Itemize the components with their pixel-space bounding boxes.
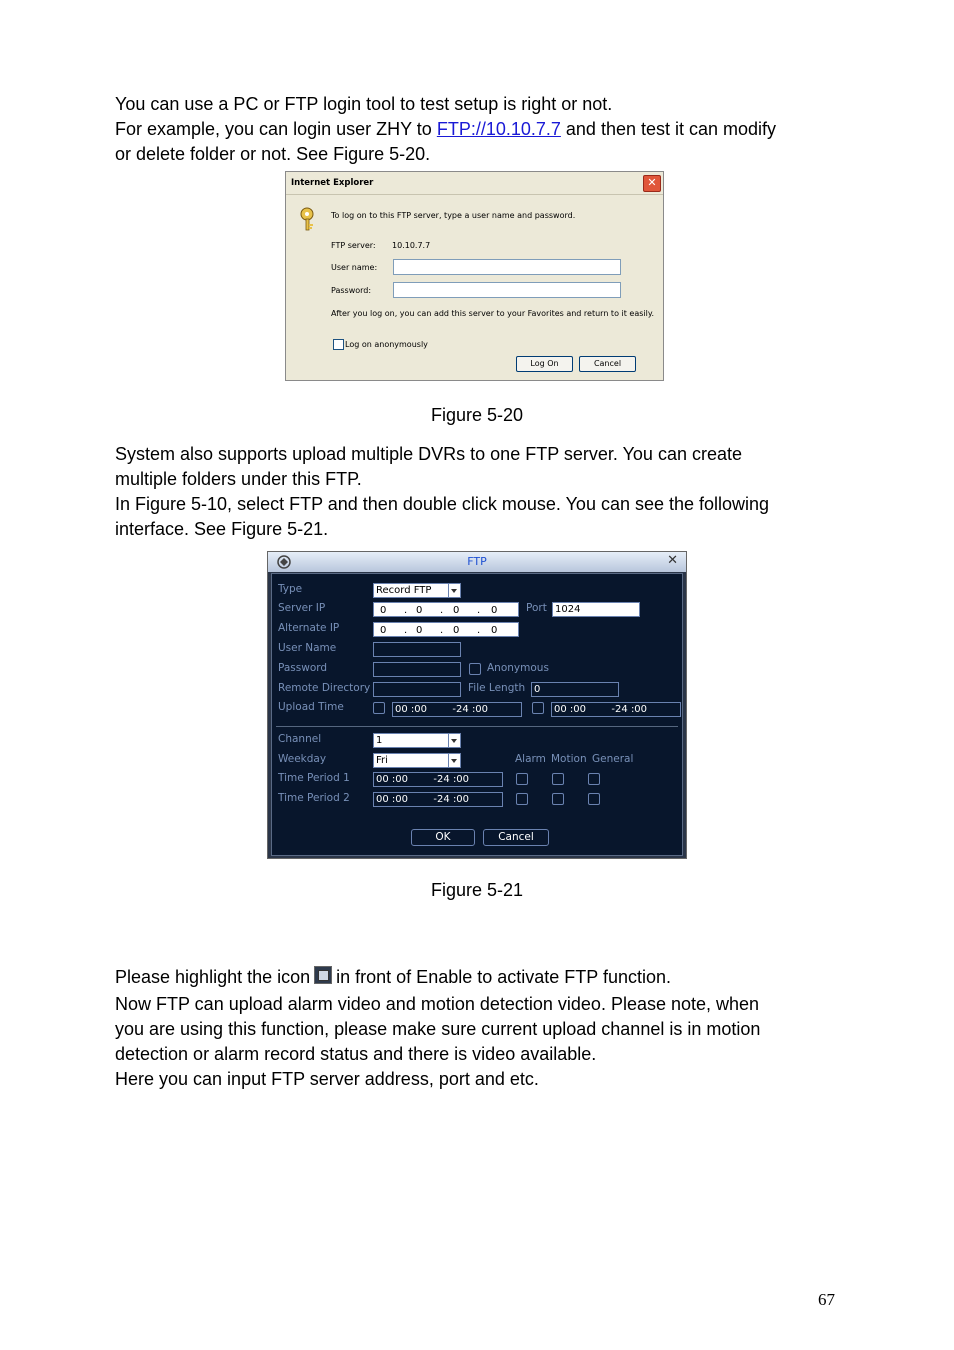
intro-line-3: or delete folder or not. See Figure 5-20. [115, 144, 431, 164]
ftp-title: FTP [467, 555, 487, 568]
period-2-general-checkbox[interactable] [588, 793, 600, 805]
middle-paragraph [115, 442, 845, 542]
general-column-label: General [592, 753, 634, 765]
channel-label: Channel [278, 733, 322, 745]
closing-line-1 [115, 965, 845, 990]
ie-dialog-body [288, 196, 661, 378]
closing-paragraph [115, 965, 845, 1092]
ftp-settings-window [267, 551, 687, 859]
upload-time-1-checkbox[interactable] [373, 702, 385, 714]
user-name-input[interactable] [373, 642, 461, 657]
port-label: Port [526, 602, 547, 614]
anonymous-checkbox[interactable] [333, 339, 344, 350]
server-ip-octet-2: 0 [416, 605, 423, 616]
intro-line-2-start: For example, you can login user ZHY to [115, 119, 437, 139]
period-2-motion-checkbox[interactable] [552, 793, 564, 805]
upload-time-2-checkbox[interactable] [532, 702, 544, 714]
weekday-label: Weekday [278, 753, 327, 765]
close-icon[interactable]: ✕ [643, 175, 661, 192]
ftp-server-label: FTP server: [331, 241, 376, 250]
time-period-1-input[interactable]: 00 :00 -24 :00 [373, 772, 503, 787]
middle-line-2: multiple folders under this FTP. [115, 469, 362, 489]
ftp-server-value: 10.10.7.7 [392, 241, 431, 250]
server-ip-input[interactable] [373, 602, 519, 617]
closing-line-5: Here you can input FTP server address, port and etc. [115, 1069, 539, 1089]
closing-line-2: Now FTP can upload alarm video and motion detection video. Please note, when [115, 994, 760, 1014]
port-input[interactable]: 1024 [552, 602, 640, 617]
ie-prompt: To log on to this FTP server, type a user name and password. [331, 211, 576, 220]
weekday-select[interactable] [373, 753, 461, 768]
ie-title: Internet Explorer [291, 178, 374, 188]
chevron-down-icon [448, 734, 460, 747]
ftp-title-bar [268, 552, 686, 572]
channel-value: 1 [376, 735, 383, 746]
chevron-down-icon [448, 754, 460, 767]
server-ip-octet-3: 0 [453, 605, 460, 616]
closing-line-4: detection or alarm record status and there is video available. [115, 1044, 597, 1064]
alarm-column-label: Alarm [515, 753, 546, 765]
type-value: Record FTP [376, 585, 432, 596]
ie-title-bar [286, 172, 663, 195]
remote-directory-label: Remote Directory [278, 682, 371, 694]
ip-dot: . [440, 605, 444, 616]
ip-dot: . [404, 625, 408, 636]
anonymous-label: Anonymous [487, 662, 549, 674]
user-name-label: User name: [331, 263, 378, 272]
closing-line-3: you are using this function, please make sure current upload channel is in motion [115, 1019, 761, 1039]
intro-paragraph [115, 92, 845, 167]
time-period-2-input[interactable]: 00 :00 -24 :00 [373, 792, 503, 807]
key-icon [298, 206, 322, 232]
server-ip-octet-1: 0 [380, 605, 387, 616]
user-name-label: User Name [278, 642, 337, 654]
password-input[interactable] [393, 282, 621, 298]
page-number: 67 [818, 1290, 835, 1309]
intro-line-1: You can use a PC or FTP login tool to test setup is right or not. [115, 94, 613, 114]
server-ip-label: Server IP [278, 602, 326, 614]
period-1-motion-checkbox[interactable] [552, 773, 564, 785]
section-divider [276, 726, 678, 727]
anonymous-label: Log on anonymously [345, 340, 428, 349]
figure-caption-1: Figure 5-20 [430, 405, 524, 425]
chevron-down-icon [448, 584, 460, 597]
ie-login-dialog [285, 171, 664, 381]
middle-line-1: System also supports upload multiple DVRs to one FTP server. You can create [115, 444, 742, 464]
password-label: Password: [331, 286, 372, 295]
user-name-input[interactable] [393, 259, 621, 275]
ip-dot: . [404, 605, 408, 616]
weekday-value: Fri [376, 755, 388, 766]
anonymous-checkbox[interactable] [469, 663, 481, 675]
figure-caption-2: Figure 5-21 [430, 880, 524, 900]
cancel-button[interactable]: Cancel [483, 829, 549, 846]
ie-note: After you log on, you can add this server to your Favorites and return to it easily. [331, 309, 654, 318]
period-1-general-checkbox[interactable] [588, 773, 600, 785]
alternate-ip-octet-4: 0 [491, 625, 498, 636]
middle-line-4: interface. See Figure 5-21. [115, 519, 329, 539]
period-1-alarm-checkbox[interactable] [516, 773, 528, 785]
type-select[interactable] [373, 583, 461, 598]
intro-line-2 [115, 117, 845, 142]
middle-line-3: In Figure 5-10, select FTP and then double click mouse. You can see the following [115, 494, 770, 514]
type-label: Type [278, 583, 303, 595]
closing-line-1-start: Please highlight the icon [115, 967, 311, 987]
close-icon[interactable]: ✕ [667, 553, 678, 568]
file-length-input[interactable]: 0 [531, 682, 619, 697]
upload-time-1-input[interactable]: 00 :00 -24 :00 [392, 702, 522, 717]
alternate-ip-octet-3: 0 [453, 625, 460, 636]
logon-button[interactable]: Log On [516, 356, 573, 372]
ok-button[interactable]: OK [411, 829, 475, 846]
closing-line-1-end: in front of Enable to activate FTP function. [336, 967, 671, 987]
ip-dot: . [477, 625, 481, 636]
ip-dot: . [477, 605, 481, 616]
remote-directory-input[interactable] [373, 682, 461, 697]
enable-checkbox-icon [314, 966, 332, 984]
password-input[interactable] [373, 662, 461, 677]
intro-line-2-end: and then test it can modify [560, 119, 777, 139]
password-label: Password [278, 662, 328, 674]
motion-column-label: Motion [551, 753, 587, 765]
alternate-ip-label: Alternate IP [278, 622, 340, 634]
ftp-settings-body [271, 573, 683, 856]
file-length-label: File Length [468, 682, 526, 694]
cancel-button[interactable]: Cancel [579, 356, 636, 372]
ftp-link[interactable]: FTP://10.10.7.7 [436, 119, 561, 139]
upload-time-label: Upload Time [278, 701, 344, 713]
period-2-alarm-checkbox[interactable] [516, 793, 528, 805]
upload-time-2-input[interactable]: 00 :00 -24 :00 [551, 702, 681, 717]
ip-dot: . [440, 625, 444, 636]
time-period-2-label: Time Period 2 [278, 792, 350, 804]
time-period-1-label: Time Period 1 [278, 772, 350, 784]
server-ip-octet-4: 0 [491, 605, 498, 616]
channel-select[interactable] [373, 733, 461, 748]
alternate-ip-octet-1: 0 [380, 625, 387, 636]
alternate-ip-input[interactable] [373, 622, 519, 637]
alternate-ip-octet-2: 0 [416, 625, 423, 636]
